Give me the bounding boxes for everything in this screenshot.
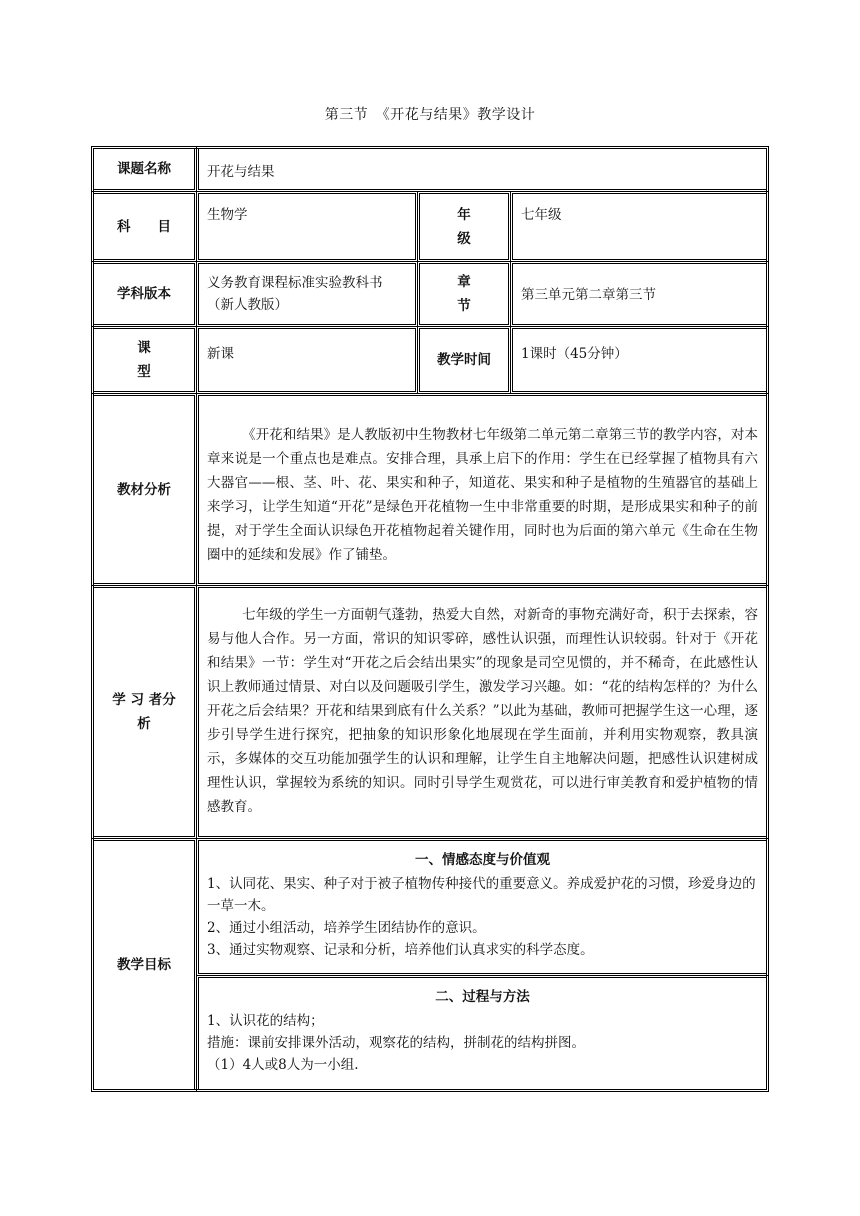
analysis-cell [196, 393, 769, 586]
grade-label [417, 191, 511, 262]
goals-label: 教学目标 [91, 838, 197, 1092]
teaching-time-label: 教学时间 [417, 326, 511, 394]
lesson-type-value: 新课 [196, 326, 418, 394]
lesson-type-label-line2: 型 [137, 364, 151, 380]
course-name-label: 课题名称 [91, 146, 197, 192]
analysis-text: 《开花和结果》是人教版初中生物教材七年级第二单元第二章第三节的教学内容，对本章来说是一个重点也是难点。安排合理，具承上启下的作用：学生在已经掌握了植物具有六大器官——根、茎、叶、花、果实和种子，知道花、果实和种子是植物的生殖器官的基础上来学习，让学生知道“开花”是绿色开花植物一生中非常重要的时期，是形成果实和种子的前提，对于学生全面认识绿色开花植物起着关键作用，同时也为后面的第六单元《生命在生物圈中的延续和发展》作了铺垫。 [207, 427, 758, 563]
teaching-time-value: 1课时（45分钟） [510, 326, 769, 394]
goals-section2-line3: （1）4人或8人为一小组. [207, 1057, 359, 1073]
goals-section1-heading: 一、情感态度与价值观 [415, 852, 550, 868]
course-name-value: 开花与结果 [196, 146, 769, 192]
goals-section2-line2: 措施：课前安排课外活动，观察花的结构，拼制花的结构拼图。 [207, 1035, 585, 1051]
edition-value: 义务教育课程标准实验教科书（新人教版） [196, 261, 418, 327]
goals-section1-line2: 2、通过小组活动，培养学生团结协作的意识。 [207, 920, 486, 936]
learner-analysis-label [91, 585, 197, 839]
grade-value: 七年级 [510, 191, 769, 262]
document-title: 第三节 《开花与结果》教学设计 [324, 107, 536, 123]
goals-section1-line1: 1、认同花、果实、种子对于被子植物传种接代的重要意义。养成爱护花的习惯，珍爱身边的一草一木。 [207, 876, 756, 914]
grade-label-line2: 级 [457, 230, 471, 247]
goals-section1-cell [196, 838, 769, 976]
learner-analysis-label-line2: 析 [137, 716, 151, 732]
goals-section2-heading: 二、过程与方法 [435, 989, 530, 1005]
grade-label-line1: 年 [457, 206, 471, 223]
learner-analysis-text: 七年级的学生一方面朝气蓬勃，热爱大自然，对新奇的事物充满好奇，积于去探索，容易与他人合作。另一方面，常识的知识零碎，感性认识强，而理性认识较弱。针对于《开花和结果》一节：学生对“开花之后会结出果实”的现象是司空见惯的，并不稀奇，在此感性认识上教师通过情景、对白以及问题吸引学生，激发学习兴趣。如：“花的结构怎样的？为什么开花之后会结果？开花和结果到底有什么关系？”以此为基础，教师可把握学生这一心理，逐步引导学生进行探究，把抽象的知识形象化地展现在学生面前，并利用实物观察，教具演示，多媒体的交互功能加强学生的认识和理解，让学生自主地解决问题，把感性认识建树成理性认识，掌握较为系统的知识。同时引导学生观赏花，可以进行审美教育和爱护植物的情感教育。 [207, 607, 758, 815]
subject-label: 科 目 [91, 191, 197, 262]
chapter-value: 第三单元第二章第三节 [510, 261, 769, 327]
subject-value: 生物学 [196, 191, 418, 262]
goals-section2-cell [196, 975, 769, 1092]
chapter-label-line1: 章 [457, 274, 471, 290]
learner-analysis-label-line1: 学 习 者分 [112, 692, 176, 708]
learner-analysis-cell [196, 585, 769, 839]
edition-label: 学科版本 [91, 261, 197, 327]
lesson-type-label-line1: 课 [137, 340, 151, 356]
goals-section1-line3: 3、通过实物观察、记录和分析，培养他们认真求实的科学态度。 [207, 942, 594, 958]
chapter-label [417, 261, 511, 327]
goals-section2-line1: 1、认识花的结构； [207, 1013, 324, 1029]
analysis-label: 教材分析 [91, 393, 197, 586]
lesson-type-label [91, 326, 197, 394]
chapter-label-line2: 节 [457, 298, 471, 314]
